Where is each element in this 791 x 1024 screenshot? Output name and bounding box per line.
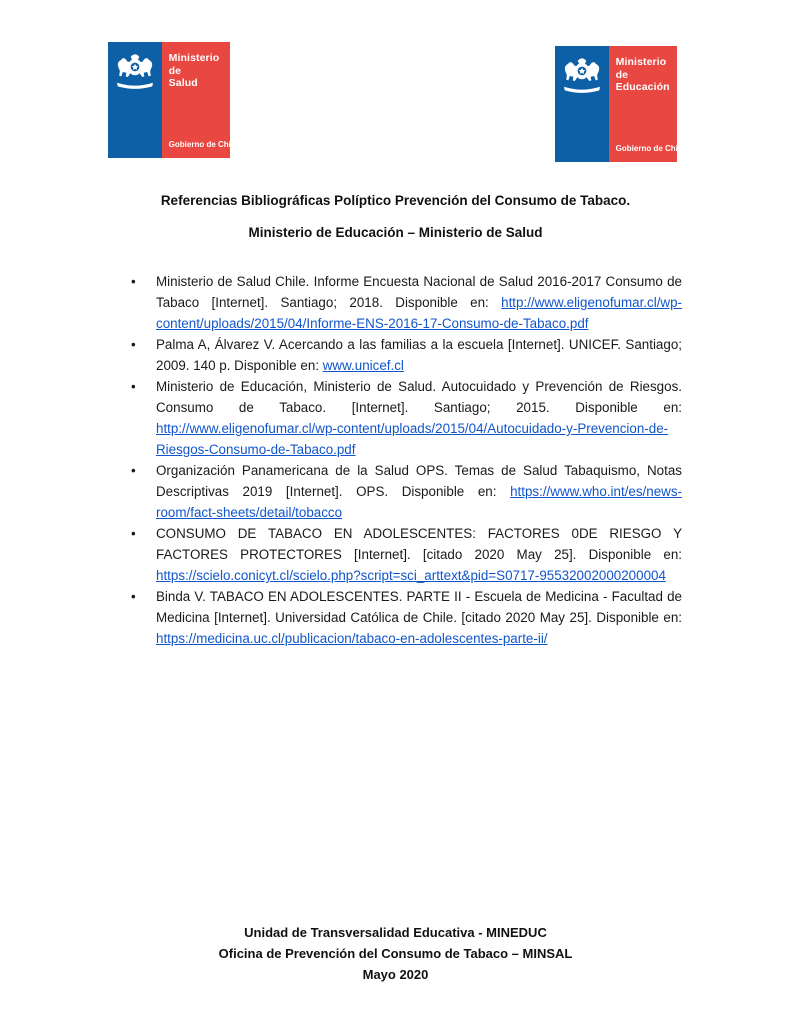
mineduc-logo-red-panel	[609, 46, 685, 162]
reference-item	[110, 376, 682, 460]
minsal-logo-ministry-line1: Ministerio de	[168, 52, 220, 77]
reference-item	[110, 271, 682, 334]
reference-link[interactable]: https://www.who.int/es/news-room/fact-sheets/detail/tobacco	[156, 484, 682, 520]
reference-text: Ministerio de Salud Chile. Informe Encuesta Nacional de Salud 2016-2017 Consumo de Tabaco [Internet]. Santiago; 2018. Disponible en:	[156, 274, 682, 310]
reference-link[interactable]: http://www.eligenofumar.cl/wp-content/uploads/2015/04/Autocuidado-y-Prevencion-de-Riesgos-Consumo-de-Tabaco.pdf	[156, 421, 669, 457]
reference-link[interactable]: https://medicina.uc.cl/publicacion/tabaco-en-adolescentes-parte-ii/	[156, 631, 548, 646]
minsal-logo-government-label: Gobierno de Chile	[168, 140, 238, 149]
reference-text: Organización Panamericana de la Salud OPS. Temas de Salud Tabaquismo, Notas Descriptivas 2019 [Internet]. OPS. Disponible en:	[156, 463, 682, 499]
minsal-logo	[108, 42, 238, 158]
reference-link[interactable]: http://www.eligenofumar.cl/wp-content/uploads/2015/04/Informe-ENS-2016-17-Consumo-de-Tabaco.pdf	[156, 295, 682, 331]
mineduc-logo-ministry-line2: Educación	[615, 81, 670, 94]
mineduc-logo-government-label: Gobierno de Chile	[615, 144, 685, 153]
reference-item	[110, 586, 682, 649]
footer-office-line: Oficina de Prevención del Consumo de Tabaco – MINSAL	[218, 946, 573, 961]
footer-date: Mayo 2020	[362, 967, 429, 982]
reference-text: CONSUMO DE TABACO EN ADOLESCENTES: FACTORES 0DE RIESGO Y FACTORES PROTECTORES [Internet]. [citado 2020 May 25]. Disponible en:	[156, 526, 682, 562]
document-subtitle: Ministerio de Educación – Ministerio de Salud	[248, 225, 543, 240]
reference-link[interactable]: www.unicef.cl	[322, 358, 404, 373]
mineduc-logo-blue-panel	[555, 46, 609, 162]
mineduc-logo-ministry-line1: Ministerio de	[615, 56, 667, 81]
reference-item	[110, 460, 682, 523]
reference-text: Binda V. TABACO EN ADOLESCENTES. PARTE II - Escuela de Medicina - Facultad de Medicina [Internet]. Universidad Católica de Chile. [citado 2020 May 25]. Disponible en:	[156, 589, 682, 625]
title-block	[0, 193, 791, 240]
chile-coat-of-arms-icon	[112, 51, 158, 93]
mineduc-logo-ministry-name	[616, 56, 673, 94]
reference-item	[110, 523, 682, 586]
chile-coat-of-arms-icon	[559, 55, 605, 97]
reference-text: Palma A, Álvarez V. Acercando a las familias a la escuela [Internet]. UNICEF. Santiago; 2009. 140 p. Disponible en:	[156, 337, 682, 373]
document-footer	[0, 922, 791, 985]
minsal-logo-red-panel	[162, 42, 238, 158]
reference-text: Ministerio de Educación, Ministerio de Salud. Autocuidado y Prevención de Riesgos. Consumo de Tabaco. [Internet]. Santiago; 2015. Disponible en:	[156, 379, 682, 415]
minsal-logo-ministry-line2: Salud	[168, 77, 198, 90]
reference-item	[110, 334, 682, 376]
mineduc-logo	[555, 46, 685, 162]
minsal-logo-blue-panel	[108, 42, 162, 158]
references-list	[110, 271, 682, 649]
minsal-logo-ministry-name	[169, 52, 226, 90]
footer-unit-line: Unidad de Transversalidad Educativa - MINEDUC	[244, 925, 547, 940]
document-title: Referencias Bibliográficas Políptico Prevención del Consumo de Tabaco.	[160, 193, 631, 208]
reference-link[interactable]: https://scielo.conicyt.cl/scielo.php?script=sci_arttext&pid=S0717-95532002000200004	[156, 568, 666, 583]
